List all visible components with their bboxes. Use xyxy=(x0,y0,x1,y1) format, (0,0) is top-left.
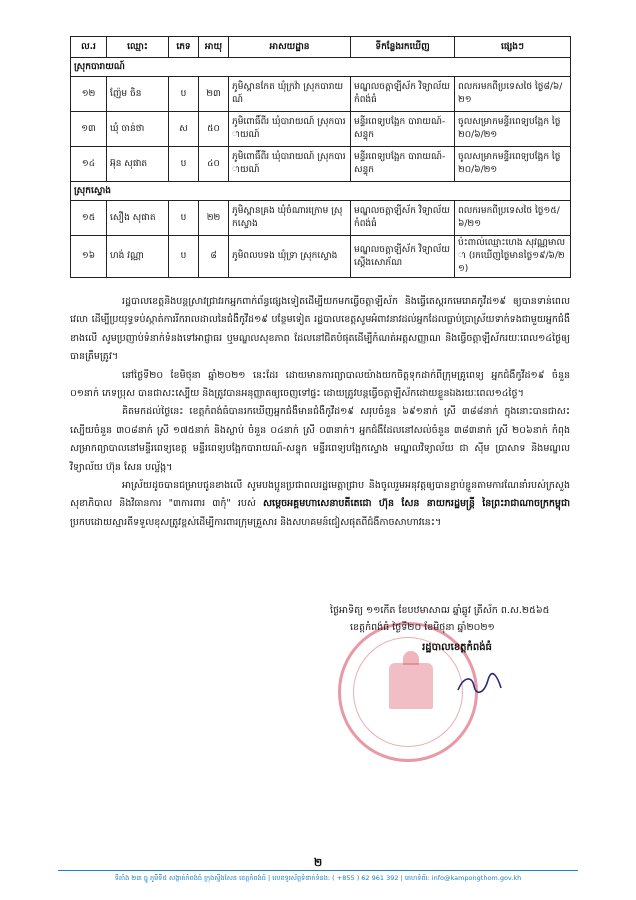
cell-sex: ស xyxy=(169,112,199,147)
cell-age: ៥០ xyxy=(199,112,229,147)
cell-sex: ប xyxy=(169,77,199,112)
header-address: អាសយដ្ឋាន xyxy=(229,37,351,58)
cell-age: ៨ xyxy=(199,236,229,278)
cell-address: ភូមិពោធិ៍ពីរ ឃុំបារាយណ៍ ស្រុកបារាយណ៍ xyxy=(229,147,351,182)
cell-sex: ប xyxy=(169,201,199,236)
date-solar: ខេត្តកំពង់ធំ ថ្ងៃទី២០ ខែមិថុនា ឆ្នាំ២០២១ xyxy=(350,622,495,633)
section-row xyxy=(71,58,571,77)
cell-no: ១៦ xyxy=(71,236,107,278)
seal-emblem-icon xyxy=(389,663,433,709)
table-row xyxy=(71,112,571,147)
section-title: ស្រុកបារាយណ៍ xyxy=(71,58,571,77)
header-other: ផ្សេងៗ xyxy=(455,37,571,58)
cell-age: ៤០ xyxy=(199,147,229,182)
cell-other: ចូលសម្រាកមន្ទីរពេទ្យបង្អែក ថ្ងៃ២០/៦/២១ xyxy=(455,112,571,147)
paragraph: គិតមកដល់ថ្ងៃនេះ ខេត្តកំពង់ធំបានរកឃើញអ្នកជំងឺមានជំងឺកូវីដ១៩ សរុបចំនួន ៦៩១នាក់ ស្រី ៣៨៨នាក់ ក្នុងនោះបានជាសះស្បើយចំនួន ៣០៨នាក់ ស្រី ១៧៥នាក់ និងស្លាប់ ចំនួន ០៤នាក់ ស្រី ០៣នាក់។ អ្នកជំងឺដែលនៅសល់ចំនួន ៣៨៣នាក់ ស្រី ២០៦នាក់ កំពុងសម្រាកព្យាបាលនៅមន្ទីរពេទ្យខេត្ត មន្ទីរពេទ្យបង្អែកបារាយណ៍-សន្ទុក មន្ទីរពេទ្យបង្អែកស្ទោង មណ្ឌលវិទ្យាល័យ ជា ស៊ីម ប្រាសាទ និងមណ្ឌលវិទ្យាល័យ ហ៊ុន សែន បល្ល័ង្ក។ xyxy=(70,406,570,473)
closing-text: ប្រកបដោយស្មារតីទទួលខុសត្រូវខ្ពស់ដើម្បីការពារក្រុមគ្រួសារ និងសហគមន៍ជៀសផុតពីជំងឺកាចសាហាវនេះ។ xyxy=(70,516,442,528)
cell-location-found: មណ្ឌលចត្តាឡីស័ក វិទ្យាល័យស្ដើងសោភ័ណ xyxy=(351,236,455,278)
cell-age: ២២ xyxy=(199,201,229,236)
cell-other: ចូលសម្រាកមន្ទីរពេទ្យបង្អែក ថ្ងៃ២០/៦/២១ xyxy=(455,147,571,182)
date-lunar: ថ្ងៃអាទិត្យ ១១កើត ខែបឋមាសាឍ ឆ្នាំឆ្លូវ ត្រីស័ក ព.ស.២៥៦៥ xyxy=(330,605,550,616)
cases-table xyxy=(70,36,571,278)
cell-location-found: មន្ទីរពេទ្យបង្អែក បារាយណ៍-សន្ទុក xyxy=(351,112,455,147)
cell-other: ពលករមកពីប្រទេសថៃ ថ្ងៃ១៥/៦/២១ xyxy=(455,201,571,236)
cell-name: សឿង សុផាត xyxy=(107,201,169,236)
paragraph-text: អាស្រ័យដូចបានជម្រាបជូនខាងលើ សូមបងប្អូនប្រជាពលរដ្ឋមេត្តាជ្រាប និងចូលរួមអនុវត្តឲ្យបានខ្ជាប់ខ្ជួនតាមការណែនាំរបស់ក្រសួងសុខាភិបាល និងវិធានការ "៣ការពារ ៣កុំ" របស់ xyxy=(70,480,570,510)
header-sex: ភេទ xyxy=(169,37,199,58)
paragraph: រដ្ឋបាលខេត្តនិងបន្តស្រាវជ្រាវរកអ្នកពាក់ព័ន្ធផ្សេងទៀតដើម្បីយកមកធ្វើចត្តាឡីស័ក និងធ្វើតេស្តរកមេរោគកូវីដ១៩ ឲ្យបានទាន់ពេលវេលា ដើម្បីប្រយុទ្ធទប់ស្កាត់ការរីករាលដាលនៃជំងឺកូវីដ១៩ បន្ថែមទៀត រដ្ឋបាលខេត្តសូមអំពាវនាវដល់អ្នកដែលធ្លាប់ប្រាស្រ័យទាក់ទងជាមួយអ្នកជំងឺខាងលើ សូមប្រញាប់ទំនាក់ទំនងទៅអាជ្ញាធរ ឬមណ្ឌលសុខភាព ដែលនៅជិតបំផុតដើម្បីកំណត់អត្តសញ្ញាណ និងធ្វើចត្តាឡីស័ករយៈពេល១៤ថ្ងៃឲ្យបានត្រឹមត្រូវ។ xyxy=(70,296,570,363)
body-text xyxy=(70,293,570,532)
table-row xyxy=(71,236,571,278)
header-name: ឈ្មោះ xyxy=(107,37,169,58)
cell-other: ពលករមកពីប្រទេសថៃ ថ្ងៃ៨/៦/២១ xyxy=(455,77,571,112)
cell-location-found: មណ្ឌលចត្តាឡីស័ក វិទ្យាល័យកំពង់ធំ xyxy=(351,201,455,236)
cell-sex: ប xyxy=(169,147,199,182)
page-number: ២ xyxy=(313,856,323,869)
header-age: អាយុ xyxy=(199,37,229,58)
cell-location-found: មន្ទីរពេទ្យបង្អែក បារាយណ៍-សន្ទុក xyxy=(351,147,455,182)
table-row xyxy=(71,201,571,236)
cell-address: ភូមិស្ពានកែត ឃុំក្រវ៉ា ស្រុកបារាយណ៍ xyxy=(229,77,351,112)
footer-contact: ទីតាំង ២៣ ធ្នូ ភូមិទី៥ សង្កាត់កំពង់ធំ ក្រុងស្ទឹងសែន ខេត្តកំពង់ធំ | លេខទូរស័ព្ទទំនាក់ទំនង: ( +855 ) 62 961 392 | គេហទំព័រ: info@kampongthom.gov.kh xyxy=(114,874,522,882)
cell-sex: ប xyxy=(169,236,199,278)
table-row xyxy=(71,77,571,112)
cell-address: ភូមិពលបទង ឃុំទ្រា ស្រុកស្ទោង xyxy=(229,236,351,278)
cell-no: ១៥ xyxy=(71,201,107,236)
section-row xyxy=(71,182,571,201)
cell-name: ហង់ វណ្ណា xyxy=(107,236,169,278)
header-location-found: ទីកន្លែងរកឃើញ xyxy=(351,37,455,58)
table-row xyxy=(71,147,571,182)
signature-title: រដ្ឋបាលខេត្តកំពង់ធំ xyxy=(422,642,492,653)
section-title: ស្រុកស្ទោង xyxy=(71,182,571,201)
cell-no: ១២ xyxy=(71,77,107,112)
cell-other: ប៉ះពាល់ឈ្មោះហេង សុវណ្ណមាលា (រកឃើញថ្ងៃមានថ្ងៃ១៩/៦/២១) xyxy=(455,236,571,278)
cell-location-found: មណ្ឌលចត្តាឡីស័ក វិទ្យាល័យកំពង់ធំ xyxy=(351,77,455,112)
footer-divider xyxy=(58,870,578,871)
cell-name: ឃុំ ចាន់ថា xyxy=(107,112,169,147)
cell-address: ភូមិពោធិ៍ពីរ ឃុំបារាយណ៍ ស្រុកបារាយណ៍ xyxy=(229,112,351,147)
cell-age: ២៣ xyxy=(199,77,229,112)
table-header-row xyxy=(71,37,571,58)
prime-minister-name: សម្ដេចអគ្គមហាសេនាបតីតេជោ ហ៊ុន សែន នាយករដ្ឋមន្ត្រី នៃព្រះរាជាណាចក្រកម្ពុជា xyxy=(263,498,570,510)
cell-no: ១៤ xyxy=(71,147,107,182)
paragraph: នៅថ្ងៃទី២០ ខែមិថុនា ឆ្នាំ២០២១ នេះដែរ ដោយមានការព្យាបាលយ៉ាងយកចិត្តទុកដាក់ពីក្រុមគ្រូពេទ្យ អ្នកជំងឺកូវីដ១៩ ចំនួន ០១នាក់ ភេទប្រុស បានជាសះស្បើយ និងត្រូវបានអនុញ្ញាតឲ្យចេញទៅផ្ទះ ដោយត្រូវបន្តធ្វើចត្តាឡីស័កដោយខ្លួនឯងរយៈពេល១៤ថ្ងៃ។ xyxy=(70,369,570,400)
signature-icon xyxy=(454,672,504,698)
cell-no: ១៣ xyxy=(71,112,107,147)
cell-address: ភូមិស្ពានគ្រង ឃុំចំណារក្រោម ស្រុកស្ទោង xyxy=(229,201,351,236)
header-no: ល.រ xyxy=(71,37,107,58)
cell-name: អ៊ុន សុផាត xyxy=(107,147,169,182)
closing-paragraph xyxy=(70,477,570,532)
cell-name: ញ៉ែម ចិន xyxy=(107,77,169,112)
